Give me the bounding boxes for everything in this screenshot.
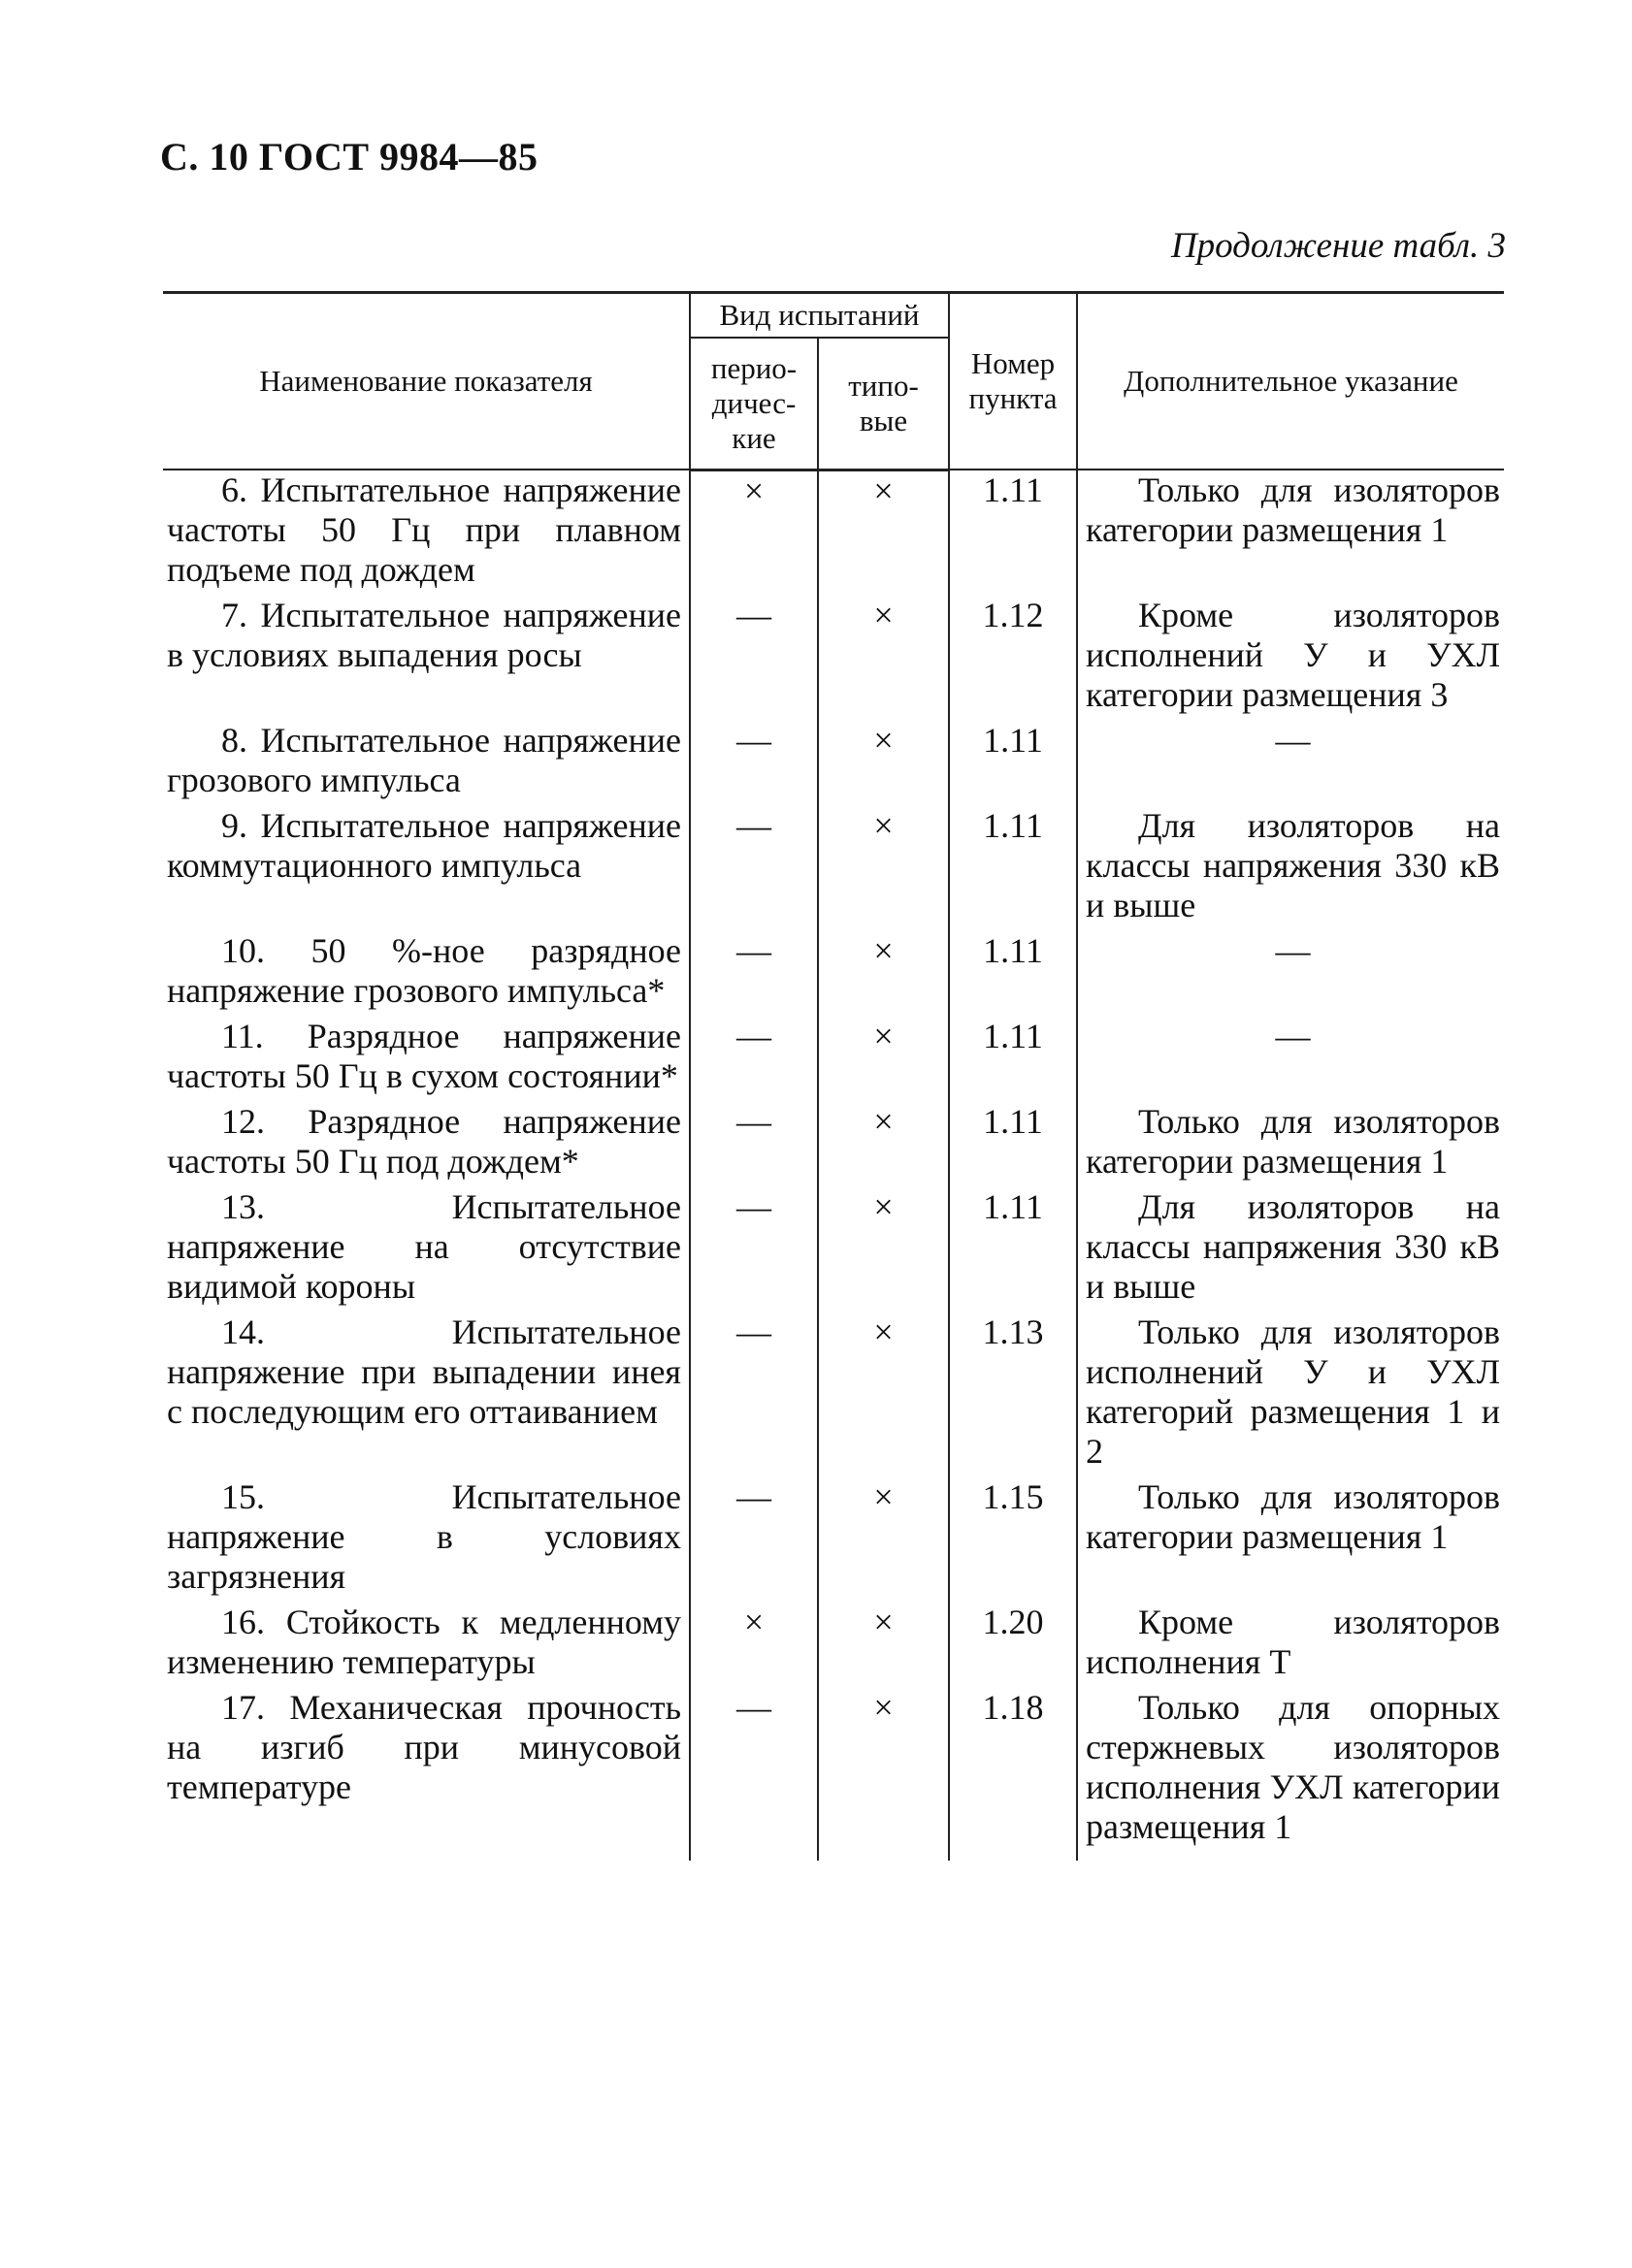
column-header-periodic: перио-дичес-кие — [690, 338, 818, 470]
row-typical: × — [818, 470, 949, 596]
row-clause: 1.11 — [949, 1102, 1077, 1187]
row-additional: Только для изоляторов категории размещения 1 — [1077, 470, 1504, 596]
table-row — [163, 931, 1504, 1017]
row-periodic: — — [690, 931, 818, 1017]
row-clause: 1.11 — [949, 931, 1077, 1017]
row-additional: Для изоляторов на классы напряжения 330 кВ и выше — [1077, 806, 1504, 931]
row-typical: × — [818, 806, 949, 931]
table-row — [163, 1102, 1504, 1187]
row-additional: Только для изоляторов категории размещения 1 — [1077, 1477, 1504, 1603]
row-name: 13. Испытательное напряжение на отсутствие видимой короны — [167, 1187, 681, 1306]
table-body — [163, 470, 1504, 1861]
row-typical: × — [818, 1102, 949, 1187]
row-name: 16. Стойкость к медленному изменению температуры — [167, 1603, 681, 1681]
row-additional: Только для опорных стержневых изоляторов исполнения УХЛ категории размещения 1 — [1077, 1688, 1504, 1861]
row-clause: 1.13 — [949, 1312, 1077, 1477]
row-clause: 1.11 — [949, 1187, 1077, 1312]
row-typical: × — [818, 1688, 949, 1861]
row-additional: Только для изоляторов исполнений У и УХЛ категорий размещения 1 и 2 — [1077, 1312, 1504, 1477]
table-row — [163, 721, 1504, 806]
row-clause: 1.15 — [949, 1477, 1077, 1603]
row-typical: × — [818, 1187, 949, 1312]
column-header-typical: типо-вые — [818, 338, 949, 470]
row-additional: Только для изоляторов категории размещения 1 — [1077, 1102, 1504, 1187]
row-periodic: — — [690, 1102, 818, 1187]
row-periodic: — — [690, 1688, 818, 1861]
row-typical: × — [818, 1603, 949, 1688]
row-name: 10. 50 %-ное разрядное напряжение грозового импульса* — [167, 931, 681, 1010]
row-additional: — — [1077, 721, 1504, 806]
table-continuation-note: Продолжение табл. 3 — [1170, 226, 1506, 266]
table-row — [163, 1603, 1504, 1688]
row-name: 8. Испытательное напряжение грозового импульса — [167, 721, 681, 799]
table-row — [163, 806, 1504, 931]
row-name: 17. Механическая прочность на изгиб при минусовой температуре — [167, 1688, 681, 1806]
row-typical: × — [818, 1017, 949, 1102]
row-typical: × — [818, 596, 949, 721]
row-periodic: — — [690, 806, 818, 931]
row-clause: 1.20 — [949, 1603, 1077, 1688]
column-header-test-type: Вид испытаний — [690, 293, 949, 339]
row-additional: Для изоляторов на классы напряжения 330 кВ и выше — [1077, 1187, 1504, 1312]
row-typical: × — [818, 931, 949, 1017]
row-clause: 1.11 — [949, 1017, 1077, 1102]
row-name: 12. Разрядное напряжение частоты 50 Гц под дождем* — [167, 1102, 681, 1181]
row-periodic: — — [690, 1477, 818, 1603]
table-row — [163, 1187, 1504, 1312]
row-periodic: × — [690, 470, 818, 596]
row-periodic: — — [690, 1017, 818, 1102]
row-clause: 1.11 — [949, 806, 1077, 931]
table-row — [163, 596, 1504, 721]
row-typical: × — [818, 721, 949, 806]
column-header-additional: Дополнительное указание — [1077, 293, 1504, 470]
row-name: 9. Испытательное напряжение коммутационного импульса — [167, 806, 681, 885]
row-additional: Кроме изоляторов исполнений У и УХЛ категории размещения 3 — [1077, 596, 1504, 721]
row-periodic: — — [690, 1187, 818, 1312]
row-clause: 1.18 — [949, 1688, 1077, 1861]
table-row — [163, 1017, 1504, 1102]
page-title: С. 10 ГОСТ 9984—85 — [160, 135, 539, 178]
table-row — [163, 1312, 1504, 1477]
row-periodic: × — [690, 1603, 818, 1688]
row-additional: — — [1077, 1017, 1504, 1102]
column-header-name: Наименование показателя — [163, 293, 690, 470]
table-row — [163, 470, 1504, 596]
row-additional: Кроме изоляторов исполнения Т — [1077, 1603, 1504, 1688]
row-name: 14. Испытательное напряжение при выпадении инея с последующим его оттаиванием — [167, 1312, 681, 1431]
table-row — [163, 1477, 1504, 1603]
row-name: 7. Испытательное напряжение в условиях выпадения росы — [167, 596, 681, 674]
row-clause: 1.12 — [949, 596, 1077, 721]
row-name: 15. Испытательное напряжение в условиях загрязнения — [167, 1477, 681, 1596]
row-periodic: — — [690, 1312, 818, 1477]
table-row — [163, 1688, 1504, 1861]
row-name: 6. Испытательное напряжение частоты 50 Гц при плавном подъеме под дождем — [167, 470, 681, 589]
row-additional: — — [1077, 931, 1504, 1017]
row-typical: × — [818, 1477, 949, 1603]
row-name: 11. Разрядное напряжение частоты 50 Гц в сухом состоянии* — [167, 1017, 681, 1095]
row-typical: × — [818, 1312, 949, 1477]
row-clause: 1.11 — [949, 721, 1077, 806]
row-clause: 1.11 — [949, 470, 1077, 596]
row-periodic: — — [690, 596, 818, 721]
table-header — [163, 293, 1504, 470]
row-periodic: — — [690, 721, 818, 806]
test-table — [163, 291, 1504, 1861]
column-header-clause: Номер пункта — [949, 293, 1077, 470]
